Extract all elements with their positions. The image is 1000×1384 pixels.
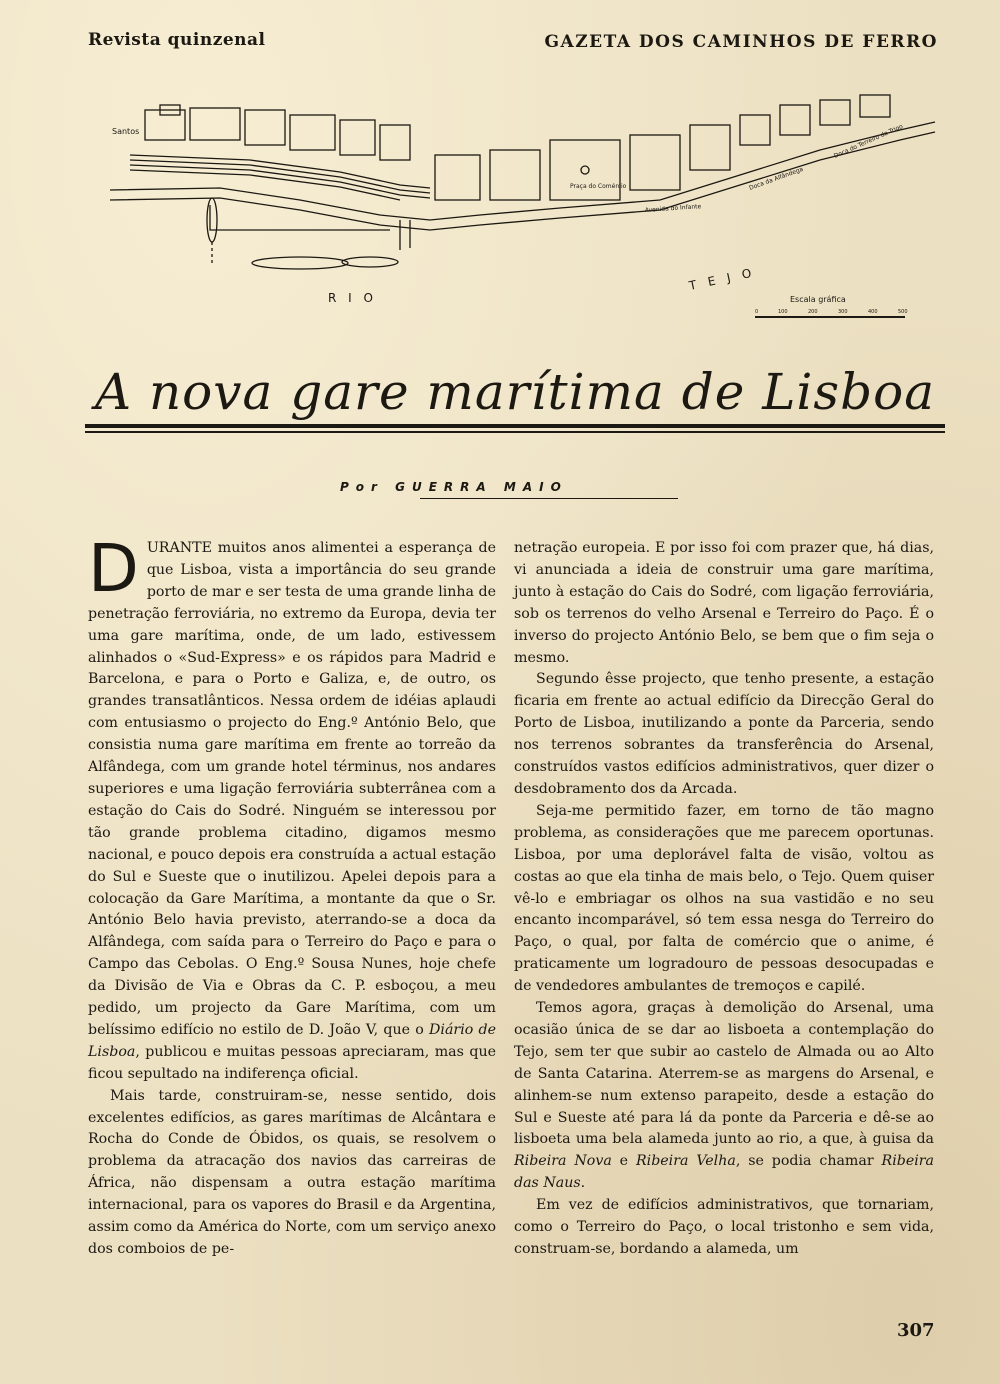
map-scale-tick: 500 — [898, 309, 908, 315]
paragraph-1-italic: Diário de Lisboa — [88, 1021, 496, 1060]
map-label-doca-alfandega: Doca da Alfândega — [748, 165, 805, 192]
paragraph-6: Em vez de edifícios administrativos, que tornariam, como o Terreiro do Paço, o local tristonho e sem vida, construam-se, bordando a alameda, um — [514, 1197, 934, 1257]
header-left: Revista quinzenal — [88, 30, 266, 50]
column-right — [514, 538, 934, 1261]
byline-rule — [420, 498, 678, 499]
column-left — [88, 530, 496, 1261]
map-scale-tick: 200 — [808, 309, 818, 315]
title-rule-thick — [85, 424, 945, 428]
paragraph-5-mid-2: , se podia chamar — [735, 1153, 882, 1170]
paragraph-4: Seja-me permitido fazer, em torno de tão magno problema, as considerações que me parecem oportunas. Lisboa, por uma deplorável falta de visão, voltou as costas ao que ela tinha de mais belo, o Tejo. Quem quiser vê-lo e embriagar os olhos na sua vastidão e no seu encanto incomparável, só tem essa nesga do Terreiro do Paço, o qual, por falta de comércio que o anime, é praticamente um logradouro de pessoas desocupadas e de vendedores ambulantes de tremoços e capilé. — [514, 802, 934, 995]
map-scale-tick: 400 — [868, 309, 878, 315]
paragraph-5-mid: e — [611, 1153, 636, 1170]
paragraph-1 — [88, 530, 496, 1086]
drop-cap: D — [88, 530, 139, 607]
paragraph-2-cont: netração europeia. E por isso foi com prazer que, há dias, vi anunciada a ideia de construir uma gare marítima, junto à estação do Cais do Sodré, com ligação ferroviária, sob os terrenos do velho Arsenal e Terreiro do Paço. É o inverso do projecto António Belo, se bem que o fim seja o mesmo. — [514, 540, 934, 666]
page-number: 307 — [897, 1320, 935, 1341]
paragraph-3: Segundo êsse projecto, que tenho presente, a estação ficaria em frente ao actual edifício da Direcção Geral do Porto de Lisboa, inutilizando a ponte da Parceria, sendo nos terrenos sobrantes da transferência do Arsenal, construídos vastos edifícios administrativos, quer dizer o desdobramento dos da Arcada. — [514, 671, 934, 797]
map-scale-tick: 0 — [755, 309, 759, 315]
paragraph-5-italic-2: Ribeira Velha — [635, 1153, 736, 1170]
map-label-santos: Santos — [112, 127, 140, 136]
paragraph-5-italic-3: Ribeira das Naus — [514, 1153, 934, 1192]
map-label-praca: Praça do Comércio — [570, 183, 627, 190]
paragraph-1-end: , publicou e muitas pessoas apreciaram, mas que ficou sepultado na indiferença oficial. — [88, 1043, 496, 1082]
port-map — [100, 80, 940, 330]
map-label-avenida: Avenida do Infante — [644, 203, 702, 214]
map-scale-tick: 300 — [838, 309, 848, 315]
paragraph-2: Mais tarde, construiram-se, nesse sentido, dois excelentes edifícios, as gares marítimas de Alcântara e Rocha do Conde de Óbidos, os quais, se resolvem o problema da atracação dos navios das carreiras de África, não dispensam a outra estação marítima internacional, para os vapores do Brasil e da Argentina, assim como da América do Norte, com um serviço anexo dos comboios de pe- — [88, 1087, 496, 1257]
map-scale-tick: 100 — [778, 309, 788, 315]
paragraph-5 — [514, 998, 934, 1195]
paragraph-1-text: URANTE muitos anos alimentei a esperança de que Lisboa, vista a importância do seu grande porto de mar e ser testa de uma grande linha de penetração ferroviária, no extremo da Europa, devia ter uma gare marítima, onde, de um lado, estivessem alinhados o «Sud-Express» e os rápidos para Madrid e Barcelona, e para o Porto e Galiza, e, de outro, os grandes transatlânticos. Nessa ordem de idéias aplaudi com entusiasmo o projecto do Eng.º António Belo, que consistia numa gare marítima em frente ao torreão da Alfândega, com um grande hotel términus, nos andares superiores e uma ligação ferroviária subterrânea com a estação do Cais do Sodré. Ninguém se interessou por tão grande problema citadino, digamos mesmo nacional, e pouco depois era construída a actual estação do Sul e Sueste que o inutilizou. Apelei depois para a colocação da Gare Marítima, a montante da que o Sr. António Belo havia previsto, aterrando-se a doca da Alfândega, com saída para o Terreiro do Paço e para o Campo das Cebolas. O Eng.º Sousa Nunes, hoje chefe da Divisão de Via e Obras da C. P. esboçou, a meu pedido, um projecto da Gare Marítima, com um belíssimo edifício no estilo de D. João V, que o — [88, 540, 496, 1038]
map-label-rio: R I O — [328, 291, 377, 305]
map-label-tejo: T E J O — [687, 265, 757, 293]
title-rule-thin — [85, 431, 945, 433]
map-label-escala: Escala gráfica — [790, 295, 846, 304]
map-label-doca-terreiro: Doca do Terreiro do Trigo — [832, 123, 905, 160]
paragraph-5-text: Temos agora, graças à demolição do Arsenal, uma ocasião única de se dar ao lisboeta a contemplação do Tejo, sem ter que subir ao castelo de Almada ou ao Alto de Santa Catarina. Aterrem-se as margens do Arsenal, e alinhem-se num extenso parapeito, desde a estação do Sul e Sueste até para lá da ponte da Parceria e dê-se ao lisboeta uma bela alameda junto ao rio, a que, à guisa da — [514, 1000, 934, 1148]
header-right: GAZETA DOS CAMINHOS DE FERRO — [544, 32, 938, 52]
paragraph-5-italic-1: Ribeira Nova — [514, 1153, 612, 1170]
byline: Por GUERRA MAIO — [340, 480, 568, 494]
article-title: A nova gare marítima de Lisboa — [94, 363, 936, 421]
paragraph-5-end: . — [580, 1175, 586, 1192]
